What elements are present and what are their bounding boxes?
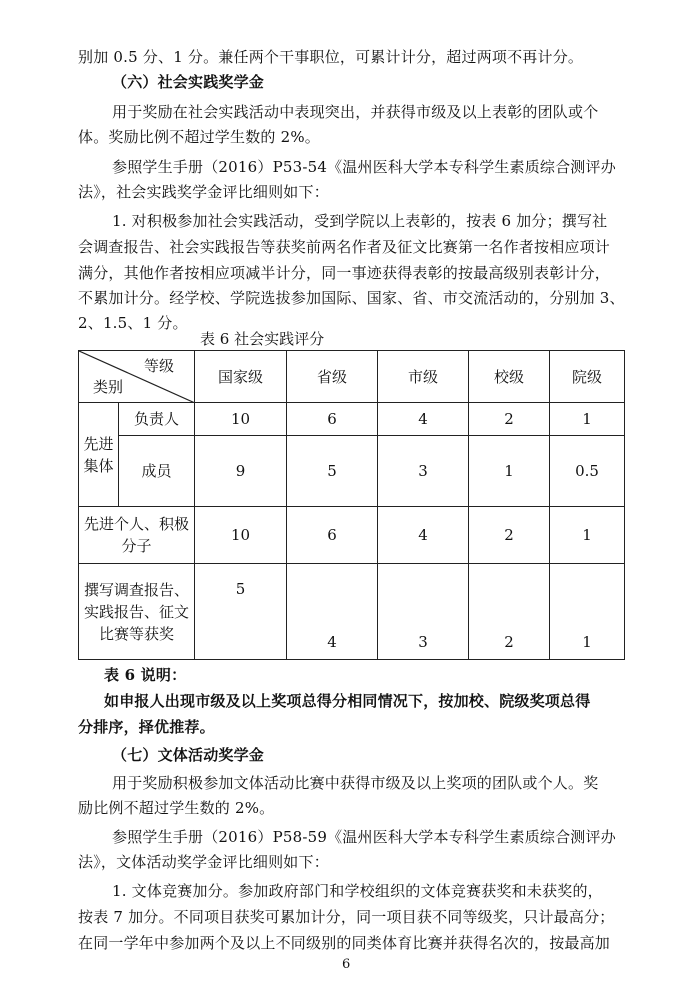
- section-heading: （七）文体活动奖学金: [112, 746, 265, 764]
- table-cell: 5: [195, 564, 287, 660]
- row-label-line: 实践报告、征文: [83, 602, 189, 621]
- level-header: 省级: [287, 351, 378, 403]
- text-line: 参照学生手册（2016）P53-54《温州医科大学本专科学生素质综合测评办: [112, 158, 616, 176]
- text-line: 1. 对积极参加社会实践活动，受到学院以上表彰的，按表 6 加分；撰写社: [112, 212, 608, 230]
- row-label-line: 分子: [121, 537, 152, 555]
- table-cell: 2: [469, 403, 550, 436]
- text-line: 别加 0.5 分、1 分。兼任两个干事职位，可累计计分，超过两项不再计分。: [78, 48, 584, 66]
- table-cell: 4: [378, 403, 469, 436]
- table-cell: 1: [550, 507, 625, 564]
- table-cell: 0.5: [550, 436, 625, 507]
- text-line: 2、1.5、1 分。: [78, 314, 188, 332]
- text-line: 用于奖励在社会实践活动中表现突出，并获得市级及以上表彰的团队或个: [112, 103, 599, 121]
- text-line: 在同一学年中参加两个及以上不同级别的同类体育比赛并获得名次的，按最高加: [78, 934, 611, 952]
- table-cell: 10: [195, 403, 287, 436]
- table-cell: 6: [287, 403, 378, 436]
- row-label: 负责人: [119, 403, 195, 436]
- text-line: 按表 7 加分。不同项目获奖可累加计分，同一项目获不同等级奖，只计最高分；: [78, 908, 615, 926]
- corner-top-label: 等级: [143, 357, 174, 375]
- level-header: 市级: [378, 351, 469, 403]
- group-label-cell: [79, 403, 119, 507]
- table-cell: 5: [287, 436, 378, 507]
- table-note-title: 表 6 说明：: [104, 666, 187, 684]
- page-number: 6: [342, 957, 351, 972]
- table-cell: 3: [378, 564, 469, 660]
- table-cell: 1: [550, 403, 625, 436]
- text-line: 参照学生手册（2016）P58-59《温州医科大学本专科学生素质综合测评办: [112, 828, 616, 846]
- table-caption: 表 6 社会实践评分: [200, 330, 325, 348]
- row-label: 成员: [119, 436, 195, 507]
- text-line: 会调查报告、社会实践报告等获奖前两名作者及征文比赛第一名作者按相应项计: [78, 238, 611, 256]
- level-header: 国家级: [195, 351, 287, 403]
- text-line: 励比例不超过学生数的 2%。: [78, 799, 275, 817]
- corner-cell: [79, 351, 195, 403]
- table-note-line: 分排序，择优推荐。: [78, 718, 215, 736]
- text-line: 用于奖励积极参加文体活动比赛中获得市级及以上奖项的团队或个人。奖: [112, 774, 599, 792]
- table-cell: 9: [195, 436, 287, 507]
- table-cell: 2: [469, 507, 550, 564]
- text-line: 体。奖励比例不超过学生数的 2%。: [78, 128, 320, 146]
- text-line: 法》，社会实践奖学金评比细则如下：: [78, 183, 329, 201]
- table-cell: 1: [469, 436, 550, 507]
- level-header: 院级: [550, 351, 625, 403]
- table-cell: 3: [378, 436, 469, 507]
- text-line: 不累加计分。经学校、学院选拔参加国际、国家、省、市交流活动的，分别加 3、: [78, 289, 625, 307]
- table-cell: 1: [550, 564, 625, 660]
- table-cell: 4: [287, 564, 378, 660]
- table-cell: 4: [378, 507, 469, 564]
- table-row: [79, 436, 625, 507]
- row-label: [79, 507, 195, 564]
- table-note-line: 如申报人出现市级及以上奖项总得分相同情况下，按加校、院级奖项总得: [104, 692, 591, 710]
- section-heading: （六）社会实践奖学金: [112, 73, 265, 91]
- text-line: 1. 文体竞赛加分。参加政府部门和学校组织的文体竞赛获奖和未获奖的，: [112, 882, 603, 900]
- row-label: [79, 564, 195, 660]
- table-row: [79, 403, 625, 436]
- row-label-line: 撰写调查报告、: [83, 580, 189, 599]
- corner-bottom-label: 类别: [93, 378, 124, 396]
- level-header: 校级: [469, 351, 550, 403]
- table-row: [79, 507, 625, 564]
- table-cell: 6: [287, 507, 378, 564]
- group-label-line: 集体: [83, 456, 114, 475]
- row-label-line: 先进个人、积极: [83, 515, 189, 533]
- score-table: [78, 350, 625, 660]
- table-row: [79, 564, 625, 660]
- group-label-line: 先进: [83, 434, 114, 453]
- text-line: 满分，其他作者按相应项减半计分，同一事迹获得表彰的按最高级别表彰计分，: [78, 264, 611, 282]
- table-header-row: [79, 351, 625, 403]
- table-cell: 10: [195, 507, 287, 564]
- row-label-line: 比赛等获奖: [98, 624, 174, 643]
- table-cell: 2: [469, 564, 550, 660]
- text-line: 法》，文体活动奖学金评比细则如下：: [78, 853, 329, 871]
